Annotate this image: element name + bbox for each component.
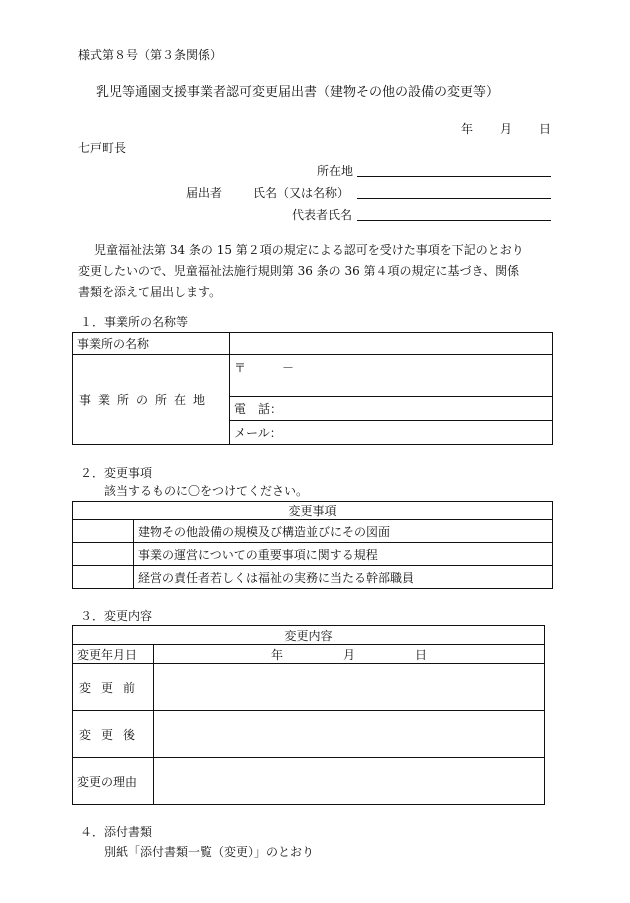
change-items-table: [72, 501, 553, 589]
email-label: メール：: [234, 426, 282, 440]
submitter-label: 届出者: [186, 186, 223, 200]
after-label: 変更後: [73, 711, 154, 758]
date-day-label: 日: [539, 122, 552, 136]
body-line-1: 児童福祉法第 34 条の 15 第２項の規定による認可を受けた事項を下記のとおり: [94, 243, 524, 257]
facility-name-field[interactable]: [230, 333, 553, 355]
addressee: 七戸町長: [78, 141, 127, 155]
item-2-check-cell[interactable]: [73, 543, 134, 566]
name-label: 氏名（又は名称）: [253, 186, 350, 200]
item-1-check-cell[interactable]: [73, 520, 134, 543]
postal-code-field[interactable]: [230, 355, 553, 397]
item-3-check-cell[interactable]: [73, 566, 134, 589]
before-field[interactable]: [154, 664, 545, 711]
representative-field[interactable]: [357, 220, 551, 221]
section1-heading: １．事業所の名称等: [80, 315, 189, 329]
postal-mark: 〒: [234, 361, 247, 375]
section4-heading: ４．添付書類: [80, 825, 153, 839]
section3-heading: ３．変更内容: [80, 609, 153, 623]
body-line-2: 変更したいので、児童福祉法施行規則第 36 条の 36 第４項の規定に基づき、関係: [78, 264, 520, 278]
reason-field[interactable]: [154, 758, 545, 805]
item-2-label: 事業の運営についての重要事項に関する規程: [134, 543, 553, 566]
date-year-label: 年: [461, 122, 474, 136]
postal-dash: －: [282, 361, 295, 375]
phone-field[interactable]: [230, 397, 553, 421]
reason-label: 変更の理由: [73, 758, 154, 805]
email-field[interactable]: [230, 421, 553, 445]
change-date-label: 変更年月日: [73, 645, 154, 664]
facility-name-label: 事業所の名称: [73, 333, 230, 355]
form-number: 様式第８号（第３条関係）: [78, 48, 223, 62]
change-date-field[interactable]: 年 月 日: [154, 645, 545, 664]
change-details-header: 変更内容: [73, 626, 545, 645]
address-label: 所在地: [317, 164, 354, 178]
representative-label: 代表者氏名: [292, 208, 353, 222]
phone-label: 電 話：: [234, 402, 283, 416]
page-title: 乳児等通園支援事業者認可変更届出書（建物その他の設備の変更等）: [96, 85, 500, 100]
address-field[interactable]: [357, 176, 551, 177]
body-line-3: 書類を添えて届出します。: [78, 285, 222, 299]
section2-instruction: 該当するものに〇をつけてください。: [104, 484, 309, 498]
attachments-text: 別紙「添付書類一覧（変更）」のとおり: [104, 845, 315, 859]
change-details-table: [72, 625, 545, 805]
name-field[interactable]: [357, 198, 551, 199]
change-items-header: 変更事項: [73, 502, 553, 520]
section2-heading: ２．変更事項: [80, 466, 153, 480]
facility-location-label: 事業所の所在地: [73, 355, 230, 445]
after-field[interactable]: [154, 711, 545, 758]
item-1-label: 建物その他設備の規模及び構造並びにその図面: [134, 520, 553, 543]
facility-table: [72, 332, 553, 445]
before-label: 変更前: [73, 664, 154, 711]
item-3-label: 経営の責任者若しくは福祉の実務に当たる幹部職員: [134, 566, 553, 589]
date-month-label: 月: [500, 122, 513, 136]
